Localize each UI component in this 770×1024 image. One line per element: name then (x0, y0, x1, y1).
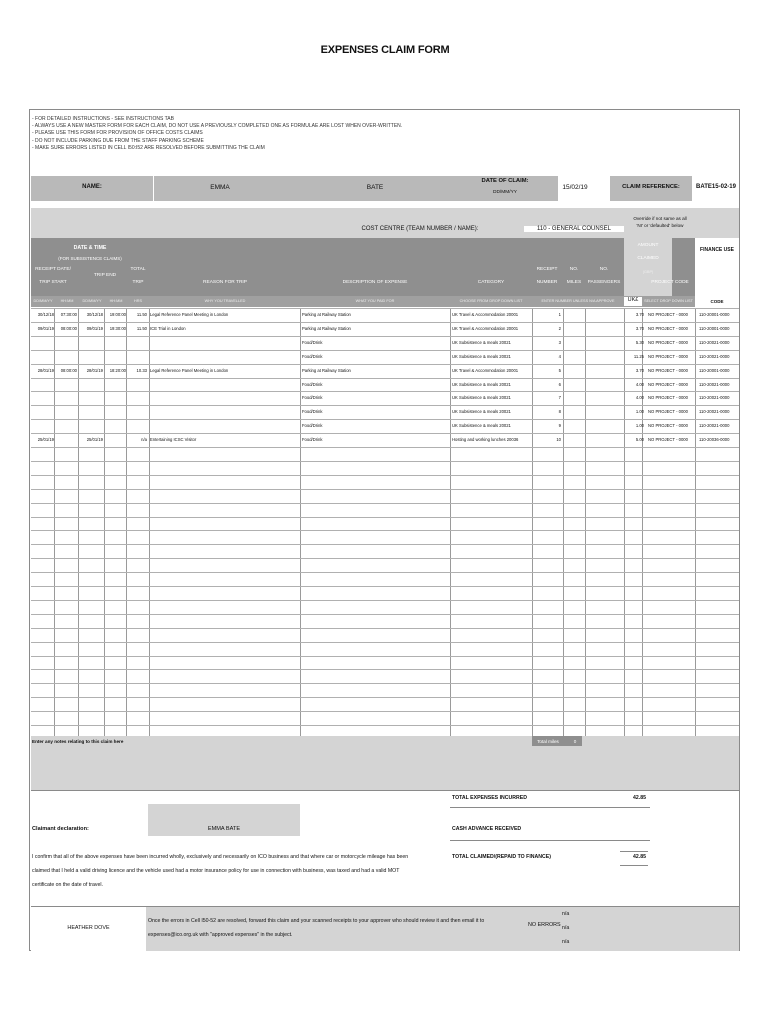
total-miles-label: Total miles (537, 739, 559, 744)
no-miles-header: NO. (569, 267, 579, 272)
divider (620, 851, 648, 852)
declaration-text: I confirm that all of the above expenses have been incurred wholly, exclusively and necessarily on ICO business and that where car or motorcycle mileage has been (32, 854, 409, 860)
subheader-choose: SELECT DROP DOWN LIST (644, 299, 693, 303)
column-divider (78, 308, 79, 739)
table-cell-desc[interactable]: Parking at Railway Station (302, 367, 351, 373)
total-header: TOTAL (130, 267, 146, 272)
row-divider (31, 656, 739, 657)
column-divider (642, 308, 643, 739)
instruction-line: - ALWAYS USE A NEW MASTER FORM FOR EACH CLAIM, DO NOT USE A PREVIOUSLY COMPLETED ONE AS FORMULAE ARE LOST WHEN OVER-WRITTEN. (32, 123, 403, 130)
table-cell-amt[interactable]: 1.00 (635, 409, 644, 415)
row-divider (31, 447, 739, 448)
table-cell-desc[interactable]: Parking at Railway Station (302, 325, 351, 331)
table-cell-desc[interactable]: Food/Drink (302, 353, 323, 359)
passengers-header: PASSENGERS (587, 280, 621, 285)
error-status: n/a (562, 939, 570, 945)
table-cell-cat[interactable]: UK Subsistence & meals 20021 (452, 423, 511, 429)
table-cell-reason[interactable]: Legal Reference Panel Meeting in London (150, 312, 229, 317)
table-cell-proj[interactable]: NO PROJECT - 0000 (648, 353, 688, 359)
description-header: DESCRIPTION OF EXPENSE (342, 280, 408, 285)
divider (31, 790, 739, 791)
table-cell-proj[interactable]: NO PROJECT - 0000 (648, 437, 688, 443)
table-cell-t1[interactable]: 08:00:00 (60, 325, 77, 331)
row-divider (31, 614, 739, 615)
claimed-header: CLAIMED (637, 256, 659, 261)
approver-name: HEATHER DOVE (67, 925, 110, 931)
table-cell-cat[interactable]: UK Subsistence & meals 20021 (452, 339, 511, 345)
trip-end-header: TRIP END (93, 273, 117, 278)
table-cell-d2[interactable]: 25/01/19 (86, 437, 103, 443)
row-divider (31, 461, 739, 462)
first-name-field[interactable]: EMMA (210, 184, 230, 191)
table-cell-rcpt[interactable]: 10 (556, 437, 561, 443)
table-cell-reason[interactable]: Entertaining ICSC Visitor (150, 437, 197, 443)
column-divider (300, 308, 301, 739)
column-divider (563, 308, 564, 739)
table-cell-amt[interactable]: 4.00 (635, 381, 644, 387)
table-cell-t2[interactable]: 18:20:00 (109, 367, 126, 373)
currency-subheader: UK£ (624, 297, 642, 306)
row-divider (31, 697, 739, 698)
subheader-choose: CHOOSE FROM DROP DOWN LIST (459, 299, 523, 303)
declaration-text: certificate on the date of travel. (32, 882, 103, 888)
table-cell-amt[interactable]: 3.70 (635, 312, 644, 317)
subheader-dd: DD/MM/YY (82, 299, 102, 303)
instruction-line: - PLEASE USE THIS FORM FOR PROVISION OF OFFICE COSTS CLAIMS (32, 130, 203, 137)
reason-header: REASON FOR TRIP (203, 280, 247, 285)
row-divider (31, 530, 739, 531)
row-divider (31, 308, 739, 309)
table-cell-t2[interactable]: 19:00:00 (109, 312, 126, 317)
trip-start-header: TRIP START (39, 280, 67, 285)
row-divider (31, 669, 739, 670)
table-cell-code[interactable]: 110-20021-0000 (699, 423, 730, 429)
table-cell-code[interactable]: 110-20021-0000 (699, 339, 730, 345)
table-cell-proj[interactable]: NO PROJECT - 0000 (648, 367, 688, 373)
row-divider (31, 544, 739, 545)
table-cell-cat[interactable]: UK Subsistence & meals 20021 (452, 353, 511, 359)
row-divider (31, 628, 739, 629)
finance-use-header: FINANCE USE (700, 247, 734, 253)
table-cell-code[interactable]: 110-20001-0000 (699, 325, 730, 331)
code-header: CODE (710, 299, 724, 304)
subheader-hh: HH:MM (109, 299, 123, 303)
column-divider (54, 308, 55, 739)
date-time-header: DATE & TIME (73, 245, 107, 251)
total-claimed-label: TOTAL CLAIMED/(REPAID TO FINANCE) (452, 854, 551, 860)
table-cell-d2[interactable]: 30/12/18 (86, 312, 103, 317)
table-cell-proj[interactable]: NO PROJECT - 0000 (648, 339, 688, 345)
cost-centre-label: COST CENTRE (TEAM NUMBER / NAME): (361, 226, 479, 232)
instruction-line: - MAKE SURE ERRORS LISTED IN CELL I50:I52 ARE RESOLVED BEFORE SUBMITTING THE CLAIM (32, 144, 265, 151)
table-cell-desc[interactable]: Parking at Railway Station (302, 312, 351, 317)
column-divider (450, 308, 451, 739)
date-of-claim-label: DATE OF CLAIM: (481, 178, 529, 184)
trip-header: TRIP (132, 280, 144, 285)
row-divider (31, 336, 739, 337)
table-cell-rcpt[interactable]: 4 (558, 353, 561, 359)
table-cell-cat[interactable]: UK Travel & Accommodation 20001 (452, 325, 519, 331)
row-divider (31, 600, 739, 601)
override-note: 'NI' or 'defaulted' below (636, 223, 684, 228)
subheader-hh: HH:MM (60, 299, 74, 303)
table-cell-amt[interactable]: 3.70 (635, 367, 644, 373)
column-divider (695, 308, 696, 739)
row-divider (31, 350, 739, 351)
row-divider (31, 586, 739, 587)
column-divider (532, 308, 533, 739)
table-cell-d1[interactable]: 25/01/19 (37, 437, 54, 443)
error-status: n/a (562, 925, 570, 931)
table-cell-rcpt[interactable]: 7 (558, 395, 561, 401)
table-cell-proj[interactable]: NO PROJECT - 0000 (648, 325, 688, 331)
table-cell-d2[interactable]: 09/01/19 (86, 325, 103, 331)
table-cell-proj[interactable]: NO PROJECT - 0000 (648, 395, 688, 401)
row-divider (31, 711, 739, 712)
signature-name: EMMA BATE (207, 826, 241, 832)
cost-centre-select[interactable]: 110 - GENERAL COUNSEL (524, 226, 624, 232)
table-cell-amt[interactable]: 1.00 (635, 423, 644, 429)
miles-header: MILES (566, 280, 582, 285)
table-cell-d1[interactable]: 28/01/19 (37, 367, 54, 373)
divider (450, 807, 650, 808)
subheader-hrs: HRS (133, 299, 143, 303)
instruction-line: - DO NOT INCLUDE PARKING DUE FROM THE STAFF PARKING SCHEME (32, 137, 204, 144)
table-cell-d1[interactable]: 09/01/19 (37, 325, 54, 331)
table-cell-cat[interactable]: UK Subsistence & meals 20021 (452, 381, 511, 387)
row-divider (31, 725, 739, 726)
table-cell-d2[interactable]: 28/01/19 (86, 367, 103, 373)
subheader-what: WHAT YOU PAID FOR (355, 299, 395, 303)
table-cell-proj[interactable]: NO PROJECT - 0000 (648, 423, 688, 429)
last-name-field[interactable]: BATE (366, 184, 384, 191)
table-cell-code[interactable]: 110-20021-0000 (699, 381, 730, 387)
form-title: EXPENSES CLAIM FORM (320, 44, 450, 56)
instructions-list (32, 116, 402, 152)
row-divider (31, 489, 739, 490)
table-cell-rcpt[interactable]: 6 (558, 381, 561, 387)
table-cell-amt[interactable]: 11.25 (633, 353, 644, 359)
no-errors-label: NO ERRORS (528, 922, 561, 928)
notes-label: Enter any notes relating to this claim here (32, 739, 124, 744)
divider (620, 865, 648, 866)
date-format-hint: DD/MM/YY (493, 190, 517, 195)
row-divider (31, 391, 739, 392)
table-cell-rcpt[interactable]: 3 (558, 339, 561, 345)
row-divider (31, 475, 739, 476)
row-divider (31, 322, 739, 323)
gbp-header: (GBP) (642, 270, 654, 274)
table-cell-code[interactable]: 110-20036-0000 (699, 437, 730, 443)
table-cell-code[interactable]: 110-20001-0000 (699, 367, 730, 373)
table-cell-desc[interactable]: Food/Drink (302, 423, 323, 429)
table-cell-amt[interactable]: 4.00 (635, 395, 644, 401)
total-claimed-value: 42.85 (633, 854, 646, 860)
claim-reference-value: BATE15-02-19 (696, 184, 736, 190)
submission-instruction: Once the errors in Cell I50-52 are resolved, forward this claim and your scanned receipts to your approver who should review it and then email it to (148, 918, 485, 924)
table-cell-cat[interactable]: UK Travel & Accommodation 20001 (452, 367, 519, 373)
table-cell-proj[interactable]: NO PROJECT - 0000 (648, 312, 688, 317)
name-label: NAME: (82, 184, 102, 190)
table-cell-cat[interactable]: UK Travel & Accommodation 20001 (452, 312, 519, 317)
number-header: NUMBER (536, 280, 558, 285)
column-divider (149, 308, 150, 739)
table-cell-proj[interactable]: NO PROJECT - 0000 (648, 409, 688, 415)
row-divider (31, 572, 739, 573)
total-incurred-label: TOTAL EXPENSES INCURRED (452, 795, 527, 801)
table-cell-code[interactable]: 110-20001-0000 (699, 312, 730, 317)
table-cell-hrs[interactable]: 11.50 (136, 325, 147, 331)
table-cell-rcpt[interactable]: 9 (558, 423, 561, 429)
table-cell-code[interactable]: 110-20021-0000 (699, 395, 730, 401)
row-divider (31, 517, 739, 518)
subheader-dd: DD/MM/YY (33, 299, 53, 303)
table-cell-hrs[interactable]: 10.33 (136, 367, 147, 373)
table-cell-cat[interactable]: UK Subsistence & meals 20021 (452, 409, 511, 415)
row-divider (31, 558, 739, 559)
amount-header: AMOUNT (637, 243, 659, 248)
row-divider (31, 419, 739, 420)
override-note: Override if not same as all (633, 216, 687, 221)
table-cell-reason[interactable]: ICE Trial in London (150, 325, 186, 331)
table-cell-cat[interactable]: UK Subsistence & meals 20021 (452, 395, 511, 401)
project-code-header: PROJECT CODE (651, 280, 689, 285)
table-cell-hrs[interactable]: 11.50 (136, 312, 147, 317)
row-divider (31, 378, 739, 379)
table-cell-rcpt[interactable]: 1 (558, 312, 561, 317)
table-cell-code[interactable]: 110-20021-0000 (699, 409, 730, 415)
subheader-why: WHY YOU TRAVELLED (204, 299, 246, 303)
total-incurred-value: 42.85 (633, 795, 646, 801)
row-divider (31, 405, 739, 406)
row-divider (31, 433, 739, 434)
category-header: CATEGORY (477, 280, 505, 285)
table-cell-hrs[interactable]: n/a (141, 437, 147, 443)
no-passengers-header: NO. (599, 267, 609, 272)
column-divider (126, 308, 127, 739)
cash-advance-label: CASH ADVANCE RECEIVED (452, 826, 522, 832)
row-divider (31, 364, 739, 365)
table-cell-t1[interactable]: 08:00:00 (60, 367, 77, 373)
receipt-date-header: RECEIPT DATE/ (35, 267, 71, 272)
table-cell-t1[interactable]: 07:30:00 (60, 312, 77, 317)
table-cell-desc[interactable]: Food/Drink (302, 395, 323, 401)
table-cell-proj[interactable]: NO PROJECT - 0000 (648, 381, 688, 387)
table-cell-rcpt[interactable]: 2 (558, 325, 561, 331)
table-cell-desc[interactable]: Food/Drink (302, 339, 323, 345)
row-divider (31, 503, 739, 504)
table-cell-amt[interactable]: 5.30 (635, 339, 644, 345)
table-cell-code[interactable]: 110-20021-0000 (699, 353, 730, 359)
table-cell-rcpt[interactable]: 5 (558, 367, 561, 373)
date-time-subheader: (FOR SUBSISTENCE CLAIMS) (58, 256, 122, 261)
declaration-label: Claimant declaration: (32, 826, 89, 832)
divider (450, 840, 650, 841)
submission-instruction: expenses@ico.org.uk with "approved expenses" in the subject. (148, 932, 293, 938)
table-cell-reason[interactable]: Legal Reference Panel Meeting in London (150, 367, 229, 373)
table-cell-desc[interactable]: Food/Drink (302, 409, 323, 415)
total-miles-value: 0 (573, 739, 577, 744)
table-cell-rcpt[interactable]: 8 (558, 409, 561, 415)
table-cell-cat[interactable]: Hosting and working lunches 20036 (452, 437, 519, 443)
table-cell-amt[interactable]: 5.00 (635, 437, 644, 443)
subheader-enter: ENTER NUMBER UNLESS N/A APPROVE (541, 299, 615, 303)
date-of-claim-field[interactable]: 15/02/19 (562, 184, 588, 191)
table-cell-amt[interactable]: 3.70 (635, 325, 644, 331)
receipt-header: RECEIPT (536, 267, 558, 272)
instruction-line: - FOR DETAILED INSTRUCTIONS - SEE INSTRUCTIONS TAB (32, 116, 174, 122)
error-status: n/a (562, 911, 570, 917)
table-cell-d1[interactable]: 30/12/18 (37, 312, 54, 317)
table-cell-t2[interactable]: 19:30:00 (109, 325, 126, 331)
table-cell-desc[interactable]: Food/Drink (302, 381, 323, 387)
column-divider (585, 308, 586, 739)
row-divider (31, 683, 739, 684)
column-divider (624, 308, 625, 739)
row-divider (31, 642, 739, 643)
claim-reference-label: CLAIM REFERENCE: (622, 184, 680, 190)
declaration-text: claimed that I held a valid driving licence and the vehicle used had a motor insurance policy for use in connection with business, was taxed and had a valid MOT (32, 868, 400, 874)
expense-sheet (29, 109, 740, 951)
table-cell-desc[interactable]: Food/Drink (302, 437, 323, 443)
notes-area[interactable] (31, 736, 739, 790)
column-divider (104, 308, 105, 739)
